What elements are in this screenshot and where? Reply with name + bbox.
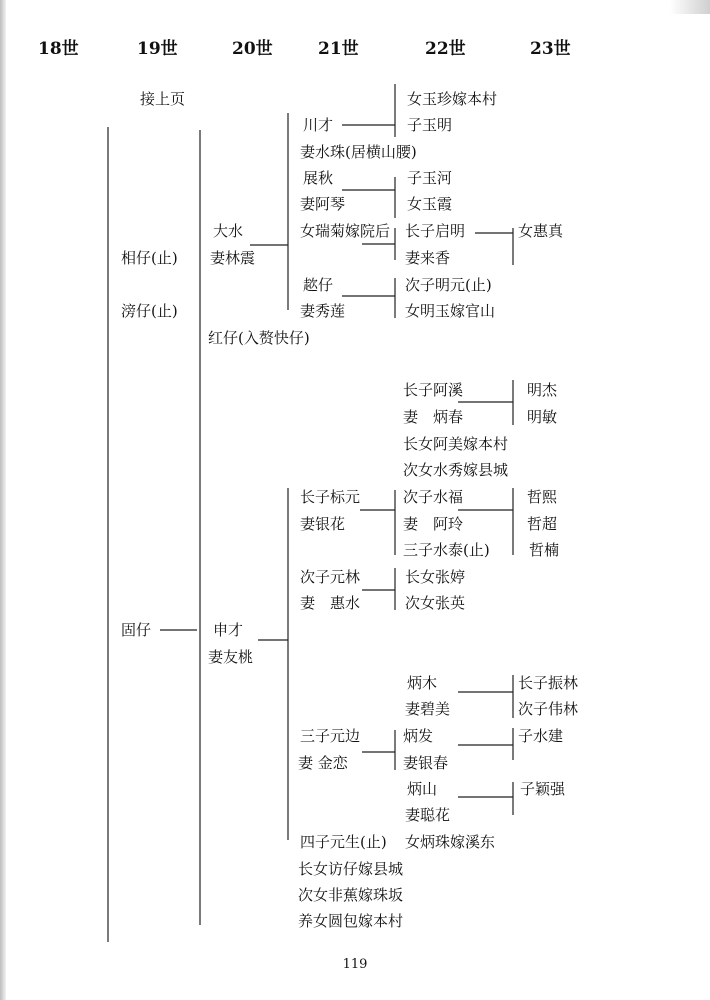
person-yuansheng: 四子元生(止) bbox=[300, 833, 387, 851]
person-bingmu: 炳木 bbox=[407, 674, 438, 692]
spouse-yuanbian: 妻 金恋 bbox=[298, 754, 348, 772]
person-amei: 长女阿美嫁本村 bbox=[403, 435, 509, 453]
person-xiangzai: 相仔(止) bbox=[121, 249, 178, 267]
spouse-shencai: 妻友桃 bbox=[208, 648, 254, 666]
spouse-yuezai: 妻秀莲 bbox=[300, 302, 346, 320]
person-yuanlin: 次子元林 bbox=[300, 568, 361, 586]
person-mingjie: 明杰 bbox=[527, 381, 558, 399]
person-yuezai: 趑仔 bbox=[303, 276, 334, 294]
person-qiming: 长子启明 bbox=[405, 222, 466, 240]
person-chuancai: 川才 bbox=[303, 116, 334, 134]
person-zhangting: 长女张婷 bbox=[405, 568, 466, 586]
person-huizhen: 女惠真 bbox=[518, 222, 564, 240]
person-yuhe: 子玉河 bbox=[407, 169, 453, 187]
person-shencai: 申才 bbox=[213, 621, 244, 639]
person-zhexi: 哲熙 bbox=[527, 488, 558, 506]
spouse-axi: 妻 炳春 bbox=[403, 408, 464, 426]
person-zhanqiu: 展秋 bbox=[303, 169, 334, 187]
person-dashui: 大水 bbox=[213, 222, 244, 240]
person-yingqiang: 子颖强 bbox=[520, 780, 566, 798]
spouse-shuifu: 妻 阿玲 bbox=[403, 515, 464, 533]
header-gen-20: 20世 bbox=[232, 39, 273, 59]
header-gen-21: 21世 bbox=[318, 39, 359, 59]
person-guzai: 固仔 bbox=[121, 621, 152, 639]
person-biaoyuan: 长子标元 bbox=[300, 488, 361, 506]
header-gen-22: 22世 bbox=[425, 39, 466, 59]
spouse-biaoyuan: 妻银花 bbox=[300, 515, 346, 533]
person-fangzai: 长女访仔嫁县城 bbox=[298, 860, 404, 878]
spouse-bingfa: 妻银春 bbox=[403, 754, 449, 772]
person-shuifu: 次子水福 bbox=[403, 488, 464, 506]
spouse-dashui: 妻林震 bbox=[210, 249, 256, 267]
person-yuzhen: 女玉珍嫁本村 bbox=[407, 90, 498, 108]
person-ruiju: 女瑞菊嫁院后 bbox=[300, 222, 391, 240]
spouse-qiming: 妻来香 bbox=[405, 249, 451, 267]
header-gen-19: 19世 bbox=[137, 39, 178, 59]
person-hongzai: 红仔(入赘快仔) bbox=[208, 329, 310, 347]
person-yuxia: 女玉霞 bbox=[407, 195, 453, 213]
header-gen-18: 18世 bbox=[38, 39, 79, 59]
spouse-bingshan: 妻聪花 bbox=[405, 806, 451, 824]
person-bingzhu: 女炳珠嫁溪东 bbox=[405, 833, 496, 851]
continued-from-previous-page: 接上页 bbox=[140, 90, 186, 108]
person-shuixiu: 次女水秀嫁县城 bbox=[403, 461, 509, 479]
person-yuanbao: 养女圆包嫁本村 bbox=[298, 912, 404, 930]
person-zhechao: 哲超 bbox=[527, 515, 558, 533]
person-weilin: 次子伟林 bbox=[518, 700, 579, 718]
person-shuitai: 三子水泰(止) bbox=[403, 541, 490, 559]
person-feijiao: 次女非蕉嫁珠坂 bbox=[298, 886, 404, 904]
spouse-zhanqiu: 妻阿琴 bbox=[300, 195, 346, 213]
person-zhenlin: 长子振林 bbox=[518, 674, 579, 692]
person-pangzai: 滂仔(止) bbox=[121, 302, 178, 320]
spouse-bingmu: 妻碧美 bbox=[405, 700, 451, 718]
person-mingmin: 明敏 bbox=[527, 408, 558, 426]
page-number: 119 bbox=[342, 957, 368, 972]
spouse-yuanlin: 妻 惠水 bbox=[300, 594, 361, 612]
person-zhangying: 次女张英 bbox=[405, 594, 466, 612]
person-zhenan: 哲楠 bbox=[529, 541, 560, 559]
person-shuijian: 子水建 bbox=[518, 727, 564, 745]
person-bingfa: 炳发 bbox=[403, 727, 434, 745]
person-bingshan: 炳山 bbox=[407, 780, 438, 798]
person-yuming: 子玉明 bbox=[407, 116, 453, 134]
person-mingyuan: 次子明元(止) bbox=[405, 276, 492, 294]
person-mingyu: 女明玉嫁官山 bbox=[405, 302, 496, 320]
person-axi: 长子阿溪 bbox=[403, 381, 464, 399]
person-yuanbian: 三子元边 bbox=[300, 727, 361, 745]
spouse-chuancai: 妻水珠(居横山腰) bbox=[300, 143, 417, 161]
header-gen-23: 23世 bbox=[530, 39, 571, 59]
